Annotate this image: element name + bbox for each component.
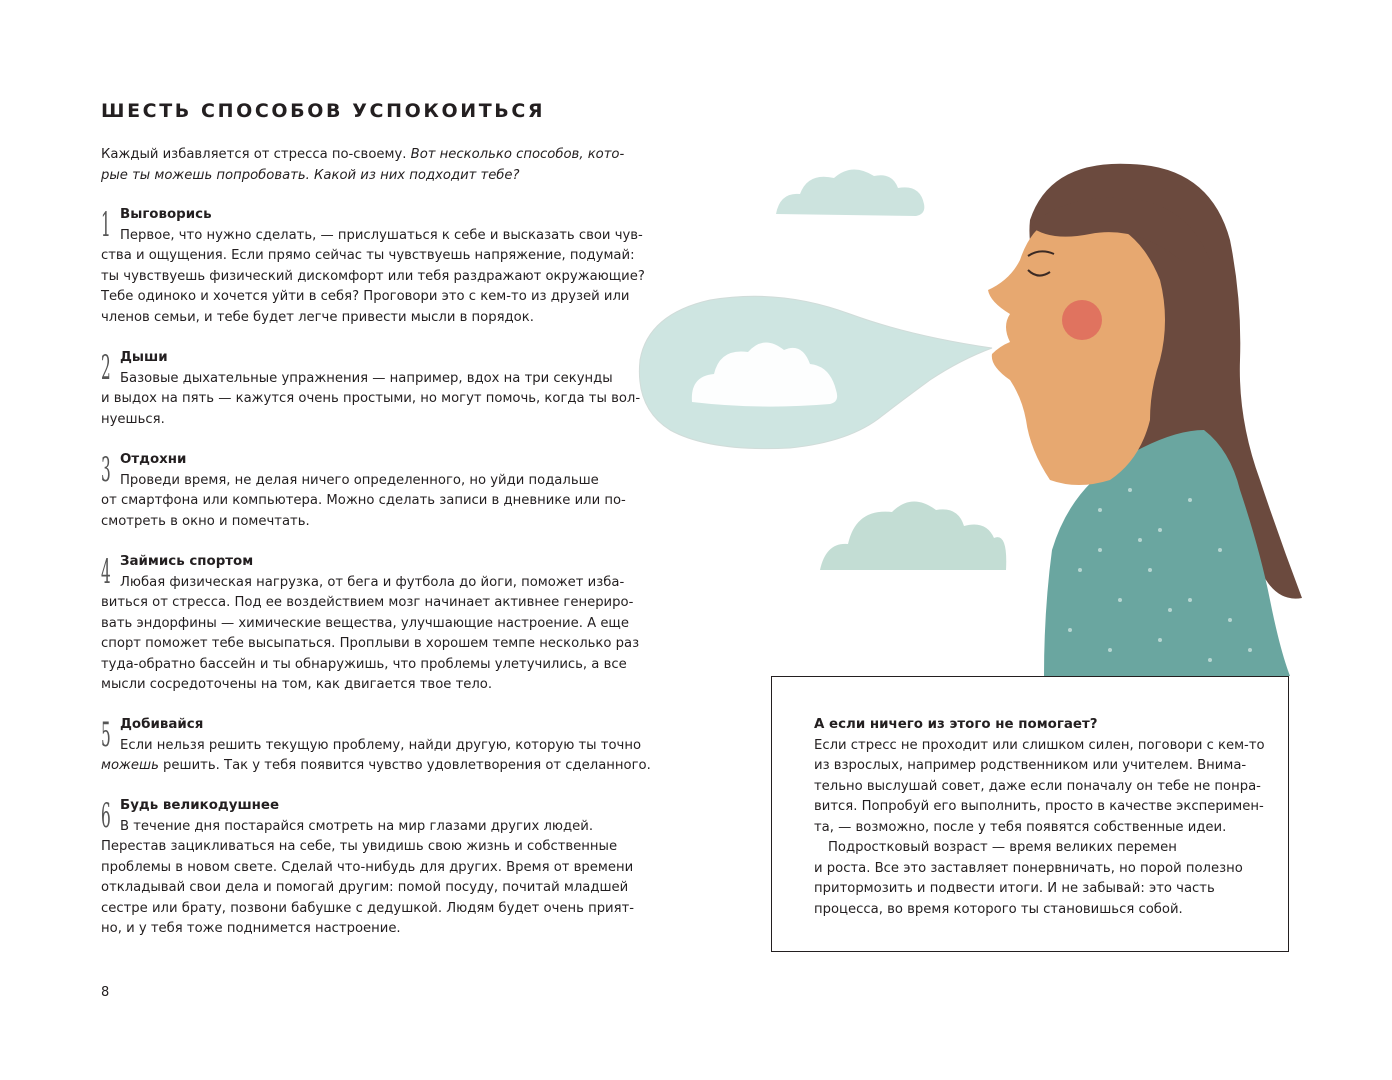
section-line: мысли сосредоточены на том, как двигается твое тело. [101, 677, 493, 692]
section-line: Перестав зацикливаться на себе, ты увидишь свою жизнь и собственные [101, 839, 618, 854]
tip-box-line: и роста. Все это заставляет понервничать, но порой полезно [814, 860, 1243, 876]
section-line: откладывай свои дела и помогай другим: помой посуду, почитай младшей [101, 880, 629, 895]
section-line-2 [101, 756, 651, 777]
section-number: 6 [101, 796, 111, 836]
emphasis-text: можешь [101, 758, 159, 773]
section-number: 1 [101, 205, 111, 245]
section-number: 5 [101, 715, 111, 755]
breathing-girl-illustration [630, 130, 1330, 676]
section-line: Проведи время, не делая ничего определенного, но уйди подальше [120, 472, 599, 488]
section-line: туда-обратно бассейн и ты обнаружишь, что проблемы улетучились, а все [101, 656, 627, 672]
section-talk [101, 205, 645, 328]
tip-box-line: вится. Попробуй его выполнить, просто в качестве эксперимен- [814, 799, 1264, 814]
tip-box-line: из взрослых, например родственником или учителем. Внима- [814, 758, 1247, 773]
section-line: Тебе одиноко и хочется уйти в себя? Проговори это с кем-то из друзей или [101, 289, 630, 304]
section-line: смотреть в окно и помечтать. [101, 513, 310, 529]
section-line-rest: решить. Так у тебя появится чувство удовлетворения от сделанного. [158, 758, 651, 773]
section-line: сестре или брату, позвони бабушке с дедушкой. Людям будет очень прият- [101, 900, 635, 916]
section-heading: Дыши [120, 350, 168, 365]
section-line: проблемы в новом свете. Сделай что-нибудь для других. Время от времени [101, 859, 634, 875]
section-line: Базовые дыхательные упражнения — например, вдох на три секунды [120, 370, 613, 386]
section-breathe [101, 348, 641, 430]
tip-box-line: та, — возможно, после у тебя появятся собственные идеи. [814, 819, 1227, 835]
section-line: Если нельзя решить текущую проблему, найди другую, которую ты точно [120, 737, 642, 753]
page-title: ШЕСТЬ СПОСОБОВ УСПОКОИТЬСЯ [101, 100, 546, 122]
section-heading: Займись спортом [120, 554, 254, 569]
cheek-icon [1062, 300, 1102, 340]
intro-italic-1: Вот несколько способов, кото- [410, 147, 625, 162]
section-heading: Добивайся [120, 717, 204, 732]
tip-box-line: Если стресс не проходит или слишком силен, поговори с кем-то [814, 737, 1265, 753]
section-line: В течение дня постарайся смотреть на мир глазами других людей. [120, 818, 594, 834]
section-line: от смартфона или компьютера. Можно сделать записи в дневнике или по- [101, 493, 626, 508]
face-icon [988, 215, 1165, 485]
intro-paragraph [101, 145, 631, 186]
cloud-bottom-icon [820, 501, 1006, 570]
section-sport [101, 552, 640, 696]
cloud-top-icon [776, 169, 924, 216]
section-line: Первое, что нужно сделать, — прислушаться к себе и высказать свои чув- [120, 227, 643, 243]
section-line: членов семьи, и тебе будет легче привести мысли в порядок. [101, 309, 534, 325]
section-heading: Выговорись [120, 207, 212, 222]
section-line: Любая физическая нагрузка, от бега и футбола до йоги, поможет изба- [120, 574, 625, 590]
tip-box-line: притормозить и подвести итоги. И не забывай: это часть [814, 881, 1215, 896]
section-number: 3 [101, 450, 111, 490]
tip-box-line: тельно выслушай совет, даже если поначалу он тебе не понра- [814, 778, 1261, 794]
section-line: спорт поможет тебе высыпаться. Проплыви в хорошем темпе несколько раз [101, 636, 640, 651]
tip-box [771, 676, 1289, 952]
section-number: 4 [101, 552, 111, 592]
section-rest [101, 450, 631, 532]
intro-regular: Каждый избавляется от стресса по-своему. [101, 147, 411, 162]
section-line: ства и ощущения. Если прямо сейчас ты чувствуешь напряжение, подумай: [101, 248, 635, 263]
section-heading: Будь великодушнее [120, 798, 280, 813]
tip-box-line: Подростковый возраст — время великих перемен [828, 840, 1177, 855]
section-achieve [101, 715, 651, 777]
page-number: 8 [101, 985, 110, 1000]
section-line: нуешься. [101, 411, 165, 427]
intro-italic-2: рые ты можешь попробовать. Какой из них подходит тебе? [101, 167, 520, 183]
section-line: вать эндорфины — химические вещества, улучшающие настроение. А еще [101, 615, 629, 631]
section-generous [101, 796, 635, 940]
section-line: но, и у тебя тоже поднимется настроение. [101, 921, 401, 936]
section-line: и выдох на пять — кажутся очень простыми, но могут помочь, когда ты вол- [101, 391, 641, 406]
tip-box-line: процесса, во время которого ты становишься собой. [814, 901, 1183, 917]
section-heading: Отдохни [120, 452, 187, 467]
section-number: 2 [101, 348, 111, 388]
tip-box-heading: А если ничего из этого не помогает? [814, 717, 1098, 732]
section-line: виться от стресса. Под ее воздействием мозг начинает активнее генериро- [101, 595, 634, 610]
section-line: ты чувствуешь физический дискомфорт или тебя раздражают окружающие? [101, 268, 645, 284]
